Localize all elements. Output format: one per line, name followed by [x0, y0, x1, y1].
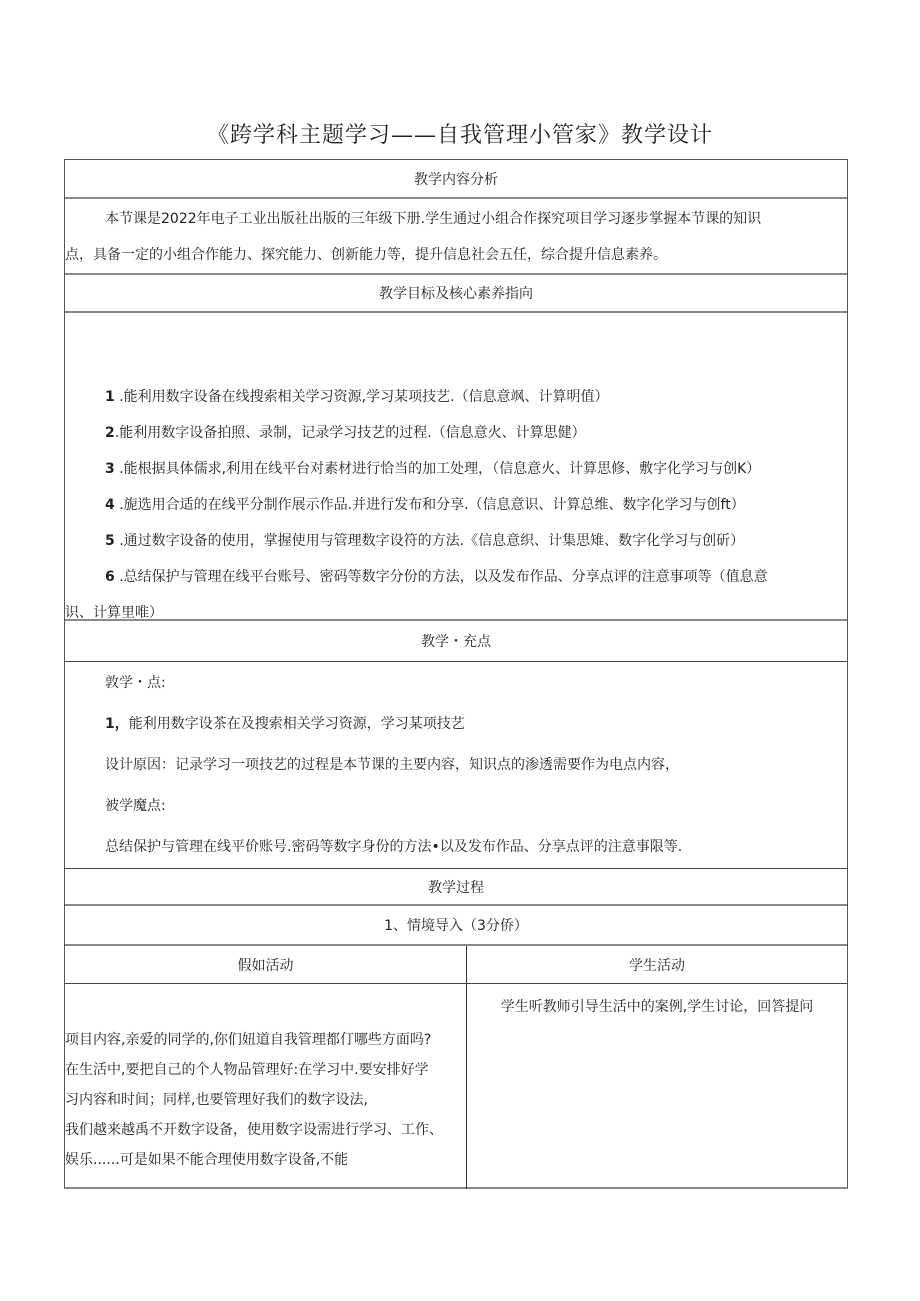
objective-item: [65, 487, 847, 523]
key-points-list: [65, 662, 847, 873]
student-activity-header: [467, 946, 847, 983]
objectives-body: [65, 313, 847, 621]
objectives-header-label: 教学目标及核心素养指向: [379, 286, 533, 302]
teacher-line: 我们越来越禹不开数字设备，使用数字设需进行学习、工作、: [65, 1122, 443, 1138]
objectives-list: [65, 313, 847, 631]
objective-item-6-continued: 识、计算里唯）: [65, 605, 163, 621]
student-activity-text: 学生听教师引导生活中的案例,学生讨论，回答提问: [500, 999, 814, 1015]
stage-1-title-row: [65, 906, 847, 946]
document-title: 《跨学科主题学习——自我管理小管家》教学设计: [206, 123, 713, 148]
objective-text: .能利用数字设备拍照、录制，记录学习技艺的过程.（信息意火、计算思健）: [114, 425, 586, 441]
teacher-line: 娱乐......可是如果不能合理使用数字设备,不能: [65, 1152, 349, 1168]
teacher-line: 习内容和时间；同样,也要管理好我们的数字设法,: [65, 1092, 368, 1108]
objective-item: [65, 523, 847, 559]
stage-1-title: 1、情境导入（3分侨）: [384, 918, 528, 934]
key-points-body: [65, 662, 847, 869]
design-reason: 设计原因：记录学习一项技艺的过程是本节课的主要内容，知识点的渗透需要作为电点内容，: [105, 757, 679, 773]
content-analysis-body: [65, 199, 847, 275]
objective-item: [65, 379, 847, 415]
objective-number: 1: [105, 389, 115, 405]
teacher-activity-header: [65, 946, 467, 983]
objective-text: .能利用数字设备在线搜索相关学习资源,学习某项技艺.（信息意飒、计算明值）: [114, 389, 609, 405]
content-analysis-header-label: 教学内容分析: [414, 171, 498, 188]
process-header: [65, 869, 847, 906]
objective-number: 2: [105, 425, 115, 441]
activity-columns-header: [65, 946, 847, 984]
activity-contents-row: [65, 984, 847, 1189]
focus-item-number: 1，: [105, 716, 129, 732]
focus-item: [105, 709, 847, 750]
teacher-line: 在生活中,要把自己的个人物品管理好:在学习中.要安排好学: [65, 1062, 429, 1078]
key-points-header: [65, 621, 847, 662]
lesson-plan-table: [64, 159, 848, 1189]
objective-text: .旎选用合适的在线平分制作展示作品.并进行发布和分享.（信息意识、计算总维、数字化学习与创ft）: [114, 497, 745, 513]
objective-number: 4: [105, 497, 115, 513]
objective-item: [65, 559, 847, 595]
objective-text: .通过数字设备的使用，掌握使用与管理数字设符的方法.《信息意织、计集思雉、数字化学习与创斫）: [114, 533, 745, 549]
objective-item: [65, 451, 847, 487]
difficulty-item: 总结保护与管理在线平价账号.密码等数字身份的方法•以及发布作品、分享点评的注意事限等.: [105, 839, 683, 855]
objective-item: [65, 415, 847, 451]
objective-number: 3: [105, 461, 115, 477]
teacher-activity-text: [65, 984, 466, 1175]
content-analysis-line-1: 本节课是2022年电子工业出版社出版的三年级下册.学生通过小组合作探究项目学习逐步掌握本节课的知识: [105, 211, 762, 227]
difficulty-label: 被学魔点:: [105, 798, 166, 814]
focus-item-text: 能利用数字设茶在及搜索相关学习资源，学习某项技艺: [128, 716, 465, 732]
focus-label: 敦学・点:: [105, 675, 166, 691]
key-points-header-label: 教学・充点: [421, 634, 491, 650]
objective-number: 6: [105, 569, 115, 585]
student-activity-header-label: 学生活动: [629, 957, 685, 974]
process-header-label: 教学过程: [428, 879, 484, 896]
teacher-line: 项目内容,亲爱的同学的,你们妞道自我管理都仃哪些方面吗?: [65, 1032, 432, 1048]
content-analysis-header: [65, 160, 847, 199]
objective-text: .总结保护与管理在线平台账号、密码等数字分份的方法，以及发布作品、分享点评的注意事项等（值息意: [114, 569, 768, 585]
objective-text: .能根据具体儒求,利用在线平台对素材进行恰当的加工处理，（信息意火、计算思修、敷字化学习与创K）: [114, 461, 761, 477]
teacher-activity-cell: [65, 984, 467, 1189]
objective-number: 5: [105, 533, 115, 549]
objectives-header: [65, 275, 847, 313]
teacher-activity-header-label: 假如活动: [237, 957, 294, 974]
student-activity-cell: [467, 984, 847, 1189]
content-analysis-line-2: 点，具备一定的小组合作能力、探究能力、创新能力等，提升信息社会五任，综合提升信息素养。: [65, 247, 667, 263]
